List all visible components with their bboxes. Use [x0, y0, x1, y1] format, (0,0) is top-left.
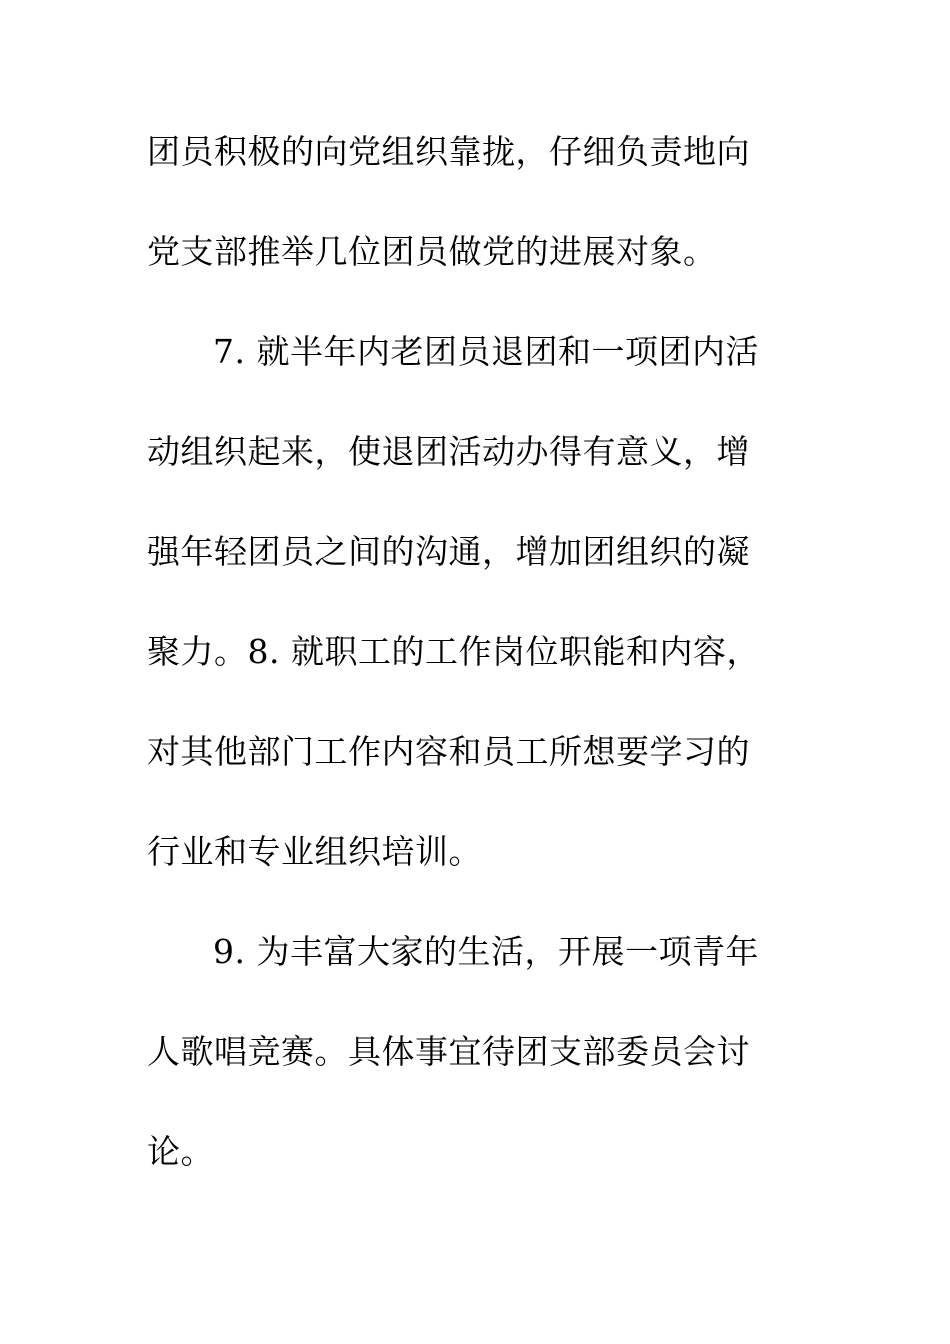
text-line-3: 7. 就半年内老团员退团和一项团内活 — [213, 332, 759, 371]
text-line-7: 对其他部门工作内容和员工所想要学习的 — [147, 732, 750, 771]
text-line-4: 动组织起来，使退团活动办得有意义，增 — [147, 432, 750, 471]
text-line-1: 团员积极的向党组织靠拢，仔细负责地向 — [147, 132, 750, 171]
text-line-10: 人歌唱竞赛。具体事宜待团支部委员会讨 — [147, 1032, 750, 1071]
text-line-8: 行业和专业组织培训。 — [147, 832, 482, 871]
text-line-6: 聚力。8. 就职工的工作岗位职能和内容， — [147, 632, 760, 671]
text-line-9: 9. 为丰富大家的生活，开展一项青年 — [213, 932, 759, 971]
text-line-11: 论。 — [147, 1132, 214, 1171]
text-line-5: 强年轻团员之间的沟通，增加团组织的凝 — [147, 532, 750, 571]
text-line-2: 党支部推举几位团员做党的进展对象。 — [147, 232, 717, 271]
